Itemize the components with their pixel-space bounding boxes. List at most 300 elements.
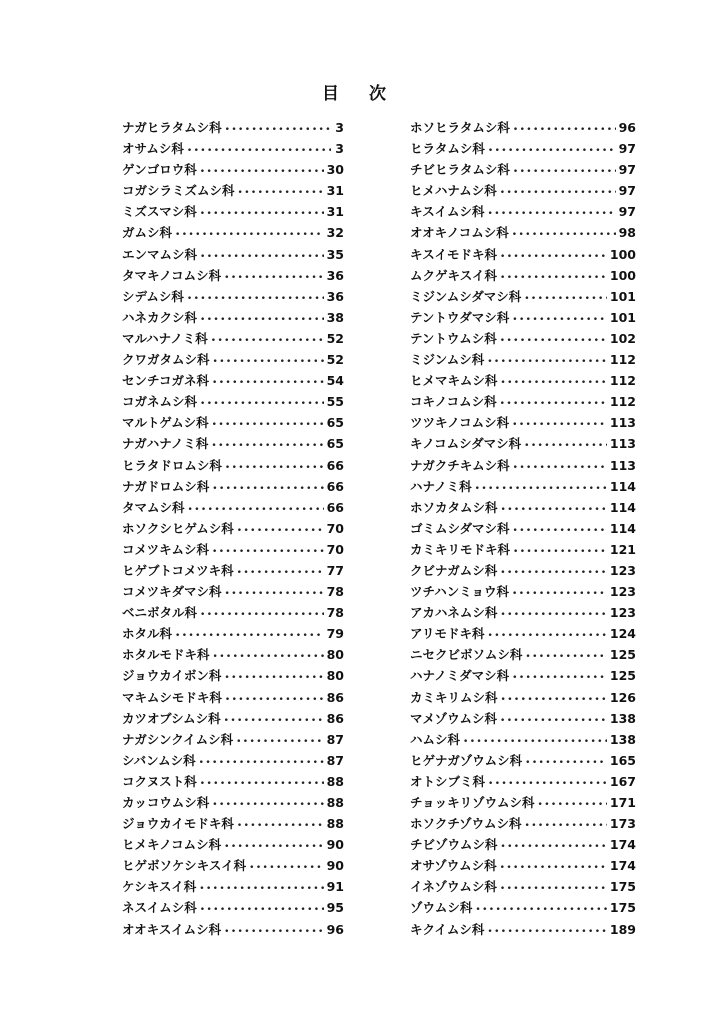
- dot-leader: [500, 563, 607, 584]
- dot-leader: [538, 795, 607, 816]
- toc-entry: [410, 750, 636, 771]
- toc-entry-name: ニセクビボソムシ科: [410, 647, 523, 663]
- toc-entry-page: 97: [618, 183, 636, 199]
- toc-entry: [122, 708, 344, 729]
- toc-entry-page: 38: [326, 309, 344, 325]
- dot-leader: [513, 521, 607, 542]
- toc-entry-name: ヒゲナガゾウムシ科: [410, 752, 523, 768]
- dot-leader: [187, 141, 331, 162]
- toc-entry: [410, 602, 636, 623]
- toc-entry-name: マルトゲムシ科: [122, 415, 209, 431]
- dot-leader: [500, 879, 607, 900]
- toc-entry: [122, 286, 344, 307]
- dot-leader: [200, 204, 324, 225]
- toc-entry: [122, 771, 344, 792]
- toc-entry-name: ジョウカイモドキ科: [122, 816, 234, 832]
- toc-entry-name: ミジンムシ科: [410, 352, 485, 368]
- toc-entry-name: マメゾウムシ科: [410, 710, 498, 726]
- toc-entry: [410, 729, 636, 750]
- toc-entry-name: カツオブシムシ科: [122, 710, 221, 726]
- toc-entry-page: 86: [326, 710, 344, 726]
- toc-entry-page: 174: [609, 858, 636, 874]
- toc-entry-name: キクイムシ科: [410, 921, 485, 937]
- toc-entry-name: ガムシ科: [122, 225, 173, 241]
- dot-leader: [487, 922, 607, 943]
- toc-entry-name: ナガハナノミ科: [122, 436, 209, 452]
- dot-leader: [512, 310, 607, 331]
- toc-entry-page: 125: [609, 668, 636, 684]
- toc-entry-page: 126: [609, 689, 636, 705]
- dot-leader: [525, 647, 607, 668]
- toc-entry-name: カッコウムシ科: [122, 795, 210, 810]
- dot-leader: [475, 900, 607, 921]
- toc-entry-page: 87: [326, 752, 344, 768]
- dot-leader: [237, 563, 324, 584]
- dot-leader: [525, 753, 607, 774]
- dot-leader: [512, 415, 607, 436]
- toc-entry-page: 173: [609, 816, 636, 832]
- dot-leader: [212, 373, 324, 394]
- toc-entry-name: ヒゲブトコメツキ科: [122, 562, 234, 578]
- toc-entry-page: 65: [326, 415, 344, 431]
- toc-entry-name: テントウムシ科: [410, 330, 497, 346]
- toc-entry: [122, 349, 344, 370]
- toc-entry-name: ハムシ科: [410, 731, 461, 747]
- toc-entry: [410, 159, 636, 180]
- toc-entry-name: ナガドロムシ科: [122, 478, 210, 494]
- toc-entry-page: 65: [326, 436, 344, 452]
- toc-entry-name: ナガクチキムシ科: [410, 457, 510, 473]
- toc-entry: [122, 328, 344, 349]
- toc-left-column: [122, 117, 344, 940]
- toc-entry: [410, 518, 636, 539]
- dot-leader: [225, 690, 324, 711]
- toc-entry-page: 96: [326, 921, 344, 937]
- toc-entry-page: 87: [326, 731, 344, 747]
- dot-leader: [211, 436, 323, 457]
- dot-leader: [500, 373, 607, 394]
- toc-entry-page: 79: [326, 626, 344, 642]
- toc-entry-name: ジョウカイボン科: [122, 668, 222, 684]
- toc-entry-page: 100: [609, 246, 636, 262]
- dot-leader: [500, 837, 607, 858]
- toc-entry-name: マキムシモドキ科: [122, 689, 222, 705]
- toc-entry-name: コキノコムシ科: [410, 394, 497, 410]
- toc-entry: [410, 897, 636, 918]
- toc-entry-name: テントウダマシ科: [410, 309, 510, 325]
- toc-entry-name: キノコムシダマシ科: [410, 436, 522, 452]
- toc-entry-name: ヒラタムシ科: [410, 141, 485, 157]
- toc-entry-name: クワガタムシ科: [122, 352, 210, 368]
- toc-entry-name: シバンムシ科: [122, 752, 196, 768]
- toc-entry: [122, 876, 344, 897]
- toc-entry-page: 30: [326, 162, 344, 178]
- toc-entry: [122, 159, 344, 180]
- toc-entry-page: 95: [326, 900, 344, 916]
- dot-leader: [525, 816, 607, 837]
- toc-entry-page: 189: [609, 921, 636, 937]
- toc-entry-page: 138: [609, 731, 636, 747]
- toc-entry: [410, 855, 636, 876]
- toc-entry-name: ハナノミダマシ科: [410, 668, 510, 684]
- toc-entry: [410, 813, 636, 834]
- toc-entry-name: アカハネムシ科: [410, 605, 498, 621]
- toc-entry-name: ヒメマキムシ科: [410, 373, 498, 389]
- toc-entry: [410, 560, 636, 581]
- dot-leader: [500, 247, 607, 268]
- dot-leader: [500, 858, 607, 879]
- toc-entry: [410, 771, 636, 792]
- toc-entry-page: 91: [326, 879, 344, 895]
- dot-leader: [237, 816, 324, 837]
- dot-leader: [512, 668, 607, 689]
- toc-entry-page: 54: [326, 373, 344, 389]
- toc-entry: [122, 729, 344, 750]
- toc-entry: [410, 391, 636, 412]
- toc-entry: [122, 518, 344, 539]
- dot-leader: [187, 289, 324, 310]
- toc-entry-page: 112: [609, 373, 636, 389]
- toc-entry-page: 167: [609, 773, 636, 789]
- toc-entry-name: ヒメキノコムシ科: [122, 837, 222, 853]
- toc-entry: [410, 370, 636, 391]
- toc-entry: [410, 876, 636, 897]
- toc-entry: [122, 623, 344, 644]
- toc-entry-name: ツチハンミョウ科: [410, 584, 510, 600]
- dot-leader: [225, 584, 324, 605]
- page-title: 目 次: [322, 84, 398, 104]
- toc-entry-page: 175: [609, 879, 636, 895]
- toc-entry-page: 36: [326, 267, 344, 283]
- dot-leader: [200, 605, 324, 626]
- dot-leader: [211, 331, 324, 352]
- toc-entry: [122, 581, 344, 602]
- toc-entry-name: ホソカタムシ科: [410, 499, 498, 515]
- toc-entry-page: 113: [609, 457, 636, 473]
- toc-entry-name: ホタルモドキ科: [122, 647, 210, 663]
- toc-entry-name: カミキリムシ科: [410, 689, 498, 705]
- toc-entry: [410, 138, 636, 159]
- toc-entry-page: 52: [326, 352, 344, 368]
- toc-entry-page: 97: [618, 162, 636, 178]
- toc-entry-name: キスイムシ科: [410, 204, 485, 220]
- toc-entry-name: コクヌスト科: [122, 773, 197, 789]
- toc-entry: [410, 433, 636, 454]
- toc-entry-name: アリモドキ科: [410, 626, 485, 642]
- toc-entry-name: クビナガムシ科: [410, 562, 498, 578]
- toc-entry-name: ケシキスイ科: [122, 879, 197, 895]
- dot-leader: [249, 858, 323, 879]
- toc-entry-name: チビヒラタムシ科: [410, 162, 510, 178]
- toc-entry-name: エンマムシ科: [122, 246, 198, 262]
- toc-entry: [410, 581, 636, 602]
- toc-entry-page: 171: [609, 795, 636, 810]
- toc-entry-page: 114: [609, 499, 636, 515]
- toc-entry: [410, 708, 636, 729]
- toc-entry-page: 112: [609, 352, 636, 368]
- toc-entry-name: チビゾウムシ科: [410, 837, 498, 853]
- dot-leader: [513, 162, 616, 183]
- toc-entry-page: 114: [609, 478, 636, 494]
- toc-entry-name: ホタル科: [122, 626, 173, 642]
- dot-leader: [224, 922, 323, 943]
- toc-entry: [122, 560, 344, 581]
- toc-entry-page: 88: [326, 795, 344, 810]
- toc-entry-page: 101: [609, 309, 636, 325]
- toc-entry: [122, 265, 344, 286]
- toc-entry-name: カミキリモドキ科: [410, 541, 511, 557]
- toc-entry-name: オオキノコムシ科: [410, 225, 509, 241]
- toc-entry-page: 113: [609, 436, 636, 452]
- toc-entry-page: 88: [326, 816, 344, 832]
- toc-entry: [122, 476, 344, 497]
- toc-entry: [410, 307, 636, 328]
- toc-entry-name: マルハナノミ科: [122, 330, 208, 346]
- dot-leader: [199, 753, 324, 774]
- toc-entry: [122, 750, 344, 771]
- toc-entry-name: オトシブミ科: [410, 773, 486, 789]
- toc-entry: [122, 792, 344, 813]
- toc-entry-name: オオキスイムシ科: [122, 921, 222, 937]
- dot-leader: [213, 352, 324, 373]
- dot-leader: [500, 394, 607, 415]
- toc-entry-page: 78: [326, 584, 344, 600]
- dot-leader: [225, 458, 324, 479]
- toc-entry-name: チョッキリゾウムシ科: [410, 795, 535, 810]
- toc-entry: [410, 328, 636, 349]
- toc-entry: [410, 455, 636, 476]
- toc-entry-name: ツツキノコムシ科: [410, 415, 510, 431]
- dot-leader: [501, 690, 607, 711]
- toc-entry: [122, 180, 344, 201]
- toc-entry: [410, 286, 636, 307]
- toc-entry: [122, 855, 344, 876]
- toc-entry-page: 78: [326, 605, 344, 621]
- toc-entry-name: ネスイムシ科: [122, 900, 197, 916]
- toc-entry-name: ゲンゴロウ科: [122, 162, 197, 178]
- toc-entry: [122, 897, 344, 918]
- toc-entry-page: 31: [326, 183, 344, 199]
- toc-entry-page: 175: [609, 900, 636, 916]
- toc-entry-page: 97: [618, 204, 636, 220]
- toc-entry: [410, 201, 636, 222]
- dot-leader: [200, 310, 324, 331]
- toc-entry-page: 3: [335, 141, 344, 157]
- dot-leader: [200, 774, 324, 795]
- dot-leader: [237, 521, 324, 542]
- dot-leader: [500, 183, 616, 204]
- dot-leader: [500, 605, 607, 626]
- dot-leader: [224, 711, 324, 732]
- toc-entry: [122, 201, 344, 222]
- toc-entry: [410, 349, 636, 370]
- dot-leader: [524, 436, 607, 457]
- toc-entry-name: コメツキムシ科: [122, 541, 210, 557]
- dot-leader: [175, 225, 324, 246]
- toc-entry: [122, 919, 344, 940]
- dot-leader: [199, 879, 323, 900]
- toc-entry: [410, 539, 636, 560]
- toc-entry-page: 96: [618, 120, 636, 135]
- toc-entry-page: 66: [326, 478, 344, 494]
- toc-entry-name: ヒゲボソケシキスイ科: [122, 858, 247, 874]
- toc-entry-page: 90: [326, 837, 344, 853]
- dot-leader: [238, 183, 324, 204]
- toc-entry-page: 77: [326, 562, 344, 578]
- dot-leader: [513, 120, 616, 141]
- toc-entry-page: 114: [609, 520, 636, 536]
- dot-leader: [200, 394, 324, 415]
- dot-leader: [225, 120, 331, 141]
- dot-leader: [212, 415, 324, 436]
- toc-entry-page: 3: [335, 120, 344, 135]
- toc-entry: [410, 180, 636, 201]
- toc-entry-name: コガシラミズムシ科: [122, 183, 235, 199]
- toc-entry-page: 35: [326, 246, 344, 262]
- dot-leader: [213, 647, 324, 668]
- toc-entry-name: ゾウムシ科: [410, 900, 473, 916]
- dot-leader: [487, 352, 607, 373]
- toc-entry-name: シデムシ科: [122, 288, 184, 304]
- toc-entry: [122, 412, 344, 433]
- toc-entry-name: オサゾウムシ科: [410, 858, 497, 874]
- toc-entry: [122, 307, 344, 328]
- toc-entry-name: ヒメハナムシ科: [410, 183, 497, 199]
- toc-entry-name: キスイモドキ科: [410, 246, 498, 262]
- dot-leader: [512, 225, 616, 246]
- toc-entry-page: 36: [326, 288, 344, 304]
- toc-entry-page: 66: [326, 499, 344, 515]
- toc-entry-page: 52: [326, 330, 344, 346]
- toc-entry-page: 123: [609, 562, 636, 578]
- toc-entry-name: タマムシ科: [122, 499, 185, 515]
- toc-entry: [410, 265, 636, 286]
- toc-entry: [122, 813, 344, 834]
- toc-entry-page: 70: [326, 541, 344, 557]
- toc-entry-name: ホソヒラタムシ科: [410, 120, 510, 135]
- toc-entry-name: オサムシ科: [122, 141, 184, 157]
- toc-entry-page: 113: [609, 415, 636, 431]
- toc-entry-page: 101: [609, 288, 636, 304]
- toc-entry: [122, 455, 344, 476]
- toc-entry-page: 123: [609, 584, 636, 600]
- toc-entry: [122, 834, 344, 855]
- toc-entry: [410, 222, 636, 243]
- toc-entry: [410, 412, 636, 433]
- toc-entry-name: コガネムシ科: [122, 394, 198, 410]
- toc-entry: [410, 644, 636, 665]
- dot-leader: [212, 479, 323, 500]
- dot-leader: [500, 331, 607, 352]
- toc-entry: [410, 244, 636, 265]
- toc-entry-page: 138: [609, 710, 636, 726]
- toc-entry-name: ナガシンクイムシ科: [122, 731, 234, 747]
- toc-entry-page: 98: [618, 225, 636, 241]
- dot-leader: [224, 668, 323, 689]
- dot-leader: [224, 268, 323, 289]
- toc-entry: [410, 834, 636, 855]
- toc-entry-page: 102: [609, 330, 636, 346]
- toc-entry: [410, 476, 636, 497]
- toc-entry: [410, 497, 636, 518]
- toc-entry-name: ベニボタル科: [122, 605, 198, 621]
- toc-entry: [122, 665, 344, 686]
- toc-right-column: [410, 117, 636, 940]
- toc-entry: [410, 792, 636, 813]
- toc-entry: [122, 644, 344, 665]
- toc-entry-page: 123: [609, 605, 636, 621]
- toc-entry-page: 90: [326, 858, 344, 874]
- toc-entry-page: 88: [326, 773, 344, 789]
- toc-entry: [410, 687, 636, 708]
- toc-entry-page: 55: [326, 394, 344, 410]
- toc-entry: [122, 117, 344, 138]
- toc-entry-name: イネゾウムシ科: [410, 879, 497, 895]
- toc-entry: [122, 687, 344, 708]
- toc-entry-name: ホソクシヒゲムシ科: [122, 520, 234, 536]
- toc-entry: [410, 665, 636, 686]
- toc-entry: [410, 623, 636, 644]
- dot-leader: [512, 584, 607, 605]
- toc-entry: [410, 919, 636, 940]
- toc-entry-name: ホソクチゾウムシ科: [410, 816, 522, 832]
- dot-leader: [236, 732, 324, 753]
- toc-entry-name: ヒラタドロムシ科: [122, 457, 222, 473]
- toc-entry: [122, 138, 344, 159]
- dot-leader: [524, 289, 607, 310]
- toc-entry-name: ムクゲキスイ科: [410, 267, 498, 283]
- toc-entry: [122, 539, 344, 560]
- toc-entry-page: 32: [326, 225, 344, 241]
- toc-entry-name: ミズスマシ科: [122, 204, 197, 220]
- toc-entry-name: タマキノコムシ科: [122, 267, 222, 283]
- dot-leader: [513, 458, 607, 479]
- toc-entry: [122, 602, 344, 623]
- toc-entry-page: 125: [609, 647, 636, 663]
- toc-entry-name: ゴミムシダマシ科: [410, 520, 510, 536]
- toc-entry: [122, 497, 344, 518]
- toc-entry-page: 124: [609, 626, 636, 642]
- toc-entry-page: 66: [326, 457, 344, 473]
- toc-entry-name: センチコガネ科: [122, 373, 210, 389]
- toc-entry-page: 100: [609, 267, 636, 283]
- toc-entry-name: コメツキダマシ科: [122, 584, 222, 600]
- toc-entry-name: ミジンムシダマシ科: [410, 288, 522, 304]
- toc-entry-name: ナガヒラタムシ科: [122, 120, 222, 135]
- dot-leader: [501, 500, 607, 521]
- dot-leader: [513, 542, 607, 563]
- toc-entry: [122, 433, 344, 454]
- toc-entry-page: 112: [609, 394, 636, 410]
- toc-entry: [410, 117, 636, 138]
- toc-entry-page: 97: [618, 141, 636, 157]
- toc-entry-name: ハナノミ科: [410, 478, 472, 494]
- toc-entry: [122, 244, 344, 265]
- toc-entry-page: 174: [609, 837, 636, 853]
- toc-entry: [122, 391, 344, 412]
- toc-entry: [122, 222, 344, 243]
- toc-entry-page: 70: [326, 520, 344, 536]
- toc-entry-page: 121: [609, 541, 636, 557]
- toc-entry-page: 80: [326, 647, 344, 663]
- toc-entry-page: 86: [326, 689, 344, 705]
- toc-entry-name: ハネカクシ科: [122, 309, 198, 325]
- toc-entry: [122, 370, 344, 391]
- toc-entry-page: 31: [326, 204, 344, 220]
- dot-leader: [500, 711, 607, 732]
- toc-entry-page: 165: [609, 752, 636, 768]
- toc-entry-page: 80: [326, 668, 344, 684]
